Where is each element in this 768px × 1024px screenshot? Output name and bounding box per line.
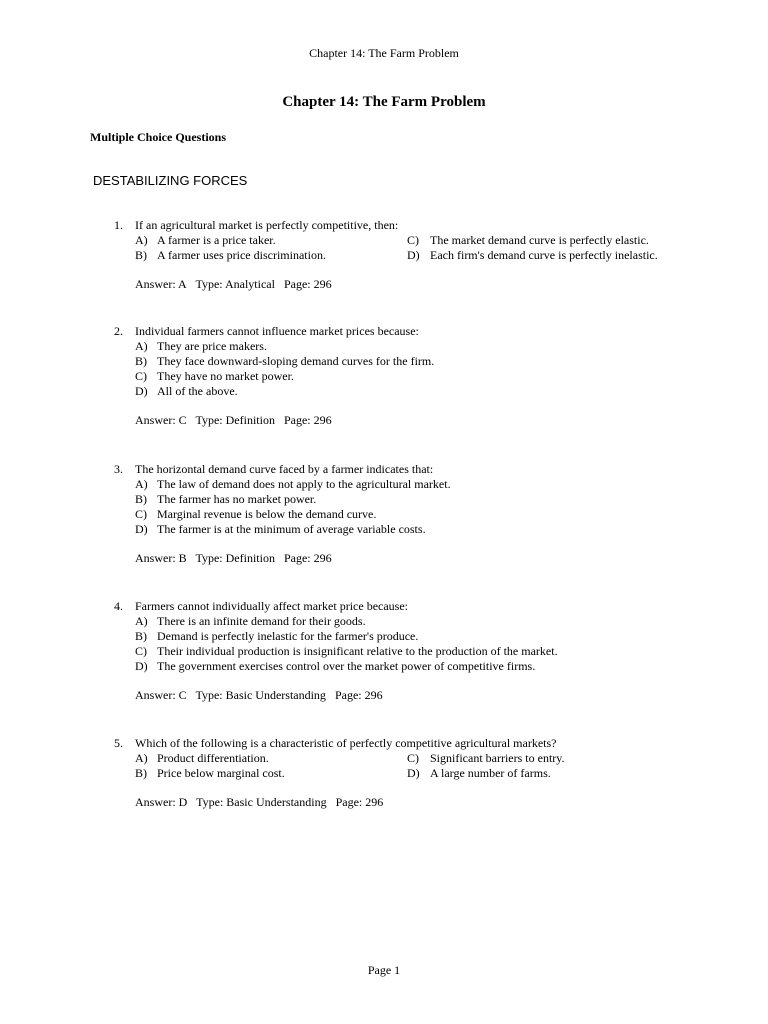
question-type: Type: Definition [195,413,275,427]
question-number: 4. [114,599,123,613]
page-reference: Page: 296 [283,277,332,291]
option-a: The law of demand does not apply to the agricultural market. [157,477,451,491]
question-3 [114,462,714,566]
question-4 [114,599,714,703]
question-type: Type: Definition [195,551,275,565]
question-type: Type: Analytical [195,277,275,291]
page-title: Chapter 14: The Farm Problem [282,94,486,110]
answer-line [114,277,714,292]
page-reference: Page: 296 [283,413,332,427]
option-letter-a: A) [135,233,148,247]
option-letter-d: D) [135,659,148,673]
option-a: A farmer is a price taker. [157,233,276,247]
option-letter-c: C) [135,507,147,521]
answer-key: Answer: A [135,277,187,291]
option-letter-a: A) [135,751,148,765]
answer-line [114,795,714,810]
answer-key: Answer: D [135,795,188,809]
question-number: 3. [114,462,123,476]
question-stem: Farmers cannot individually affect market price because: [135,599,408,613]
question-number: 1. [114,218,123,232]
question-number: 2. [114,324,123,338]
question-type: Type: Basic Understanding [196,795,327,809]
option-d: All of the above. [157,384,238,398]
option-letter-a: A) [135,477,148,491]
page-reference: Page: 296 [283,551,332,565]
option-letter-d: D) [407,766,420,780]
question-stem: If an agricultural market is perfectly competitive, then: [135,218,399,232]
option-letter-a: A) [135,339,148,353]
option-a: There is an infinite demand for their goods. [157,614,366,628]
option-letter-c: C) [407,751,419,765]
option-b: The farmer has no market power. [157,492,317,506]
option-letter-d: D) [407,248,420,262]
option-c: They have no market power. [157,369,294,383]
option-d: Each firm's demand curve is perfectly inelastic. [430,248,658,262]
answer-line [114,551,714,566]
option-letter-c: C) [407,233,419,247]
option-letter-b: B) [135,492,147,506]
option-letter-b: B) [135,354,147,368]
page-number: Page 1 [367,963,401,977]
question-5 [114,736,714,810]
option-letter-a: A) [135,614,148,628]
option-c: Their individual production is insignificant relative to the production of the market. [157,644,558,658]
option-c: The market demand curve is perfectly elastic. [430,233,649,247]
page-reference: Page: 296 [334,688,383,702]
option-letter-b: B) [135,629,147,643]
question-stem: Which of the following is a characteristic of perfectly competitive agricultural markets? [135,736,557,750]
running-header: Chapter 14: The Farm Problem [309,46,459,60]
option-d: A large number of farms. [430,766,551,780]
option-letter-b: B) [135,248,147,262]
option-b: A farmer uses price discrimination. [157,248,326,262]
option-letter-c: C) [135,369,147,383]
option-b: Price below marginal cost. [157,766,285,780]
answer-key: Answer: C [135,688,187,702]
option-d: The government exercises control over the market power of competitive firms. [157,659,536,673]
question-stem: Individual farmers cannot influence market prices because: [135,324,419,338]
answer-line [114,688,714,703]
question-type: Type: Basic Understanding [195,688,326,702]
option-a: They are price makers. [157,339,267,353]
answer-key: Answer: C [135,413,187,427]
option-letter-d: D) [135,384,148,398]
question-2 [114,324,714,428]
option-letter-d: D) [135,522,148,536]
question-number: 5. [114,736,123,750]
option-letter-c: C) [135,644,147,658]
option-a: Product differentiation. [157,751,269,765]
topic-heading: DESTABILIZING FORCES [93,173,248,188]
option-d: The farmer is at the minimum of average variable costs. [157,522,426,536]
option-c: Significant barriers to entry. [430,751,565,765]
option-letter-b: B) [135,766,147,780]
section-heading: Multiple Choice Questions [90,130,227,144]
option-b: They face downward-sloping demand curves for the firm. [157,354,435,368]
answer-line [114,413,714,428]
answer-key: Answer: B [135,551,187,565]
page-reference: Page: 296 [335,795,384,809]
question-stem: The horizontal demand curve faced by a farmer indicates that: [135,462,434,476]
option-b: Demand is perfectly inelastic for the farmer's produce. [157,629,419,643]
option-c: Marginal revenue is below the demand curve. [157,507,377,521]
question-1 [114,218,714,292]
